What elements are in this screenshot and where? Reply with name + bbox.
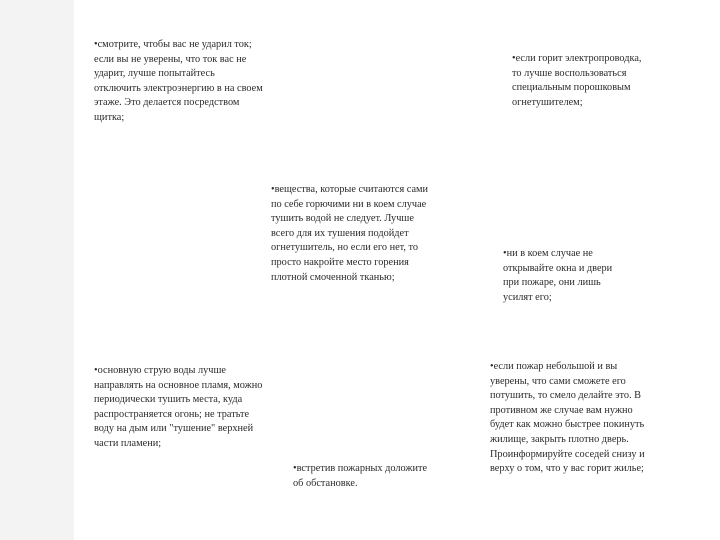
note-windows-doors: •ни в коем случае не открывайте окна и двери при пожаре, они лишь усилят его; xyxy=(503,248,613,303)
note-wiring-fire: •если горит электропроводка, то лучше воспользоваться специальным порошковым огнетушителем; xyxy=(512,53,642,108)
left-margin-strip xyxy=(0,0,74,540)
note-electric-shock: •смотрите, чтобы вас не ударил ток; если вы не уверены, что ток вас не ударит, лучше попытайтесь отключить электроэнергию в на своем этаже. Это делается посредством щитка; xyxy=(94,39,263,123)
note-flammable-substances: •вещества, которые считаются сами по себе горючими ни в коем случае тушить водой не следует. Лучше всего для их тушения подойдет огнетушитель, но если его нет, то просто накройте место горения плотной смоченной тканью; xyxy=(271,184,429,283)
note-meet-firefighters: •встретив пожарных доложите об обстановке. xyxy=(293,463,428,489)
note-water-stream: •основную струю воды лучше направлять на основное пламя, можно периодически тушить места, куда распространяется огонь; не тратьте воду на дым или "тушение" верхней части пламени; xyxy=(94,365,263,449)
note-small-fire: •если пожар небольшой и вы уверены, что сами сможете его потушить, то смело делайте это. В противном же случае вам нужно будет как можно быстрее покинуть жилище, закрыть плотно дверь. Проинформируйте соседей снизу и верху о том, что у вас горит жилье; xyxy=(490,361,645,475)
